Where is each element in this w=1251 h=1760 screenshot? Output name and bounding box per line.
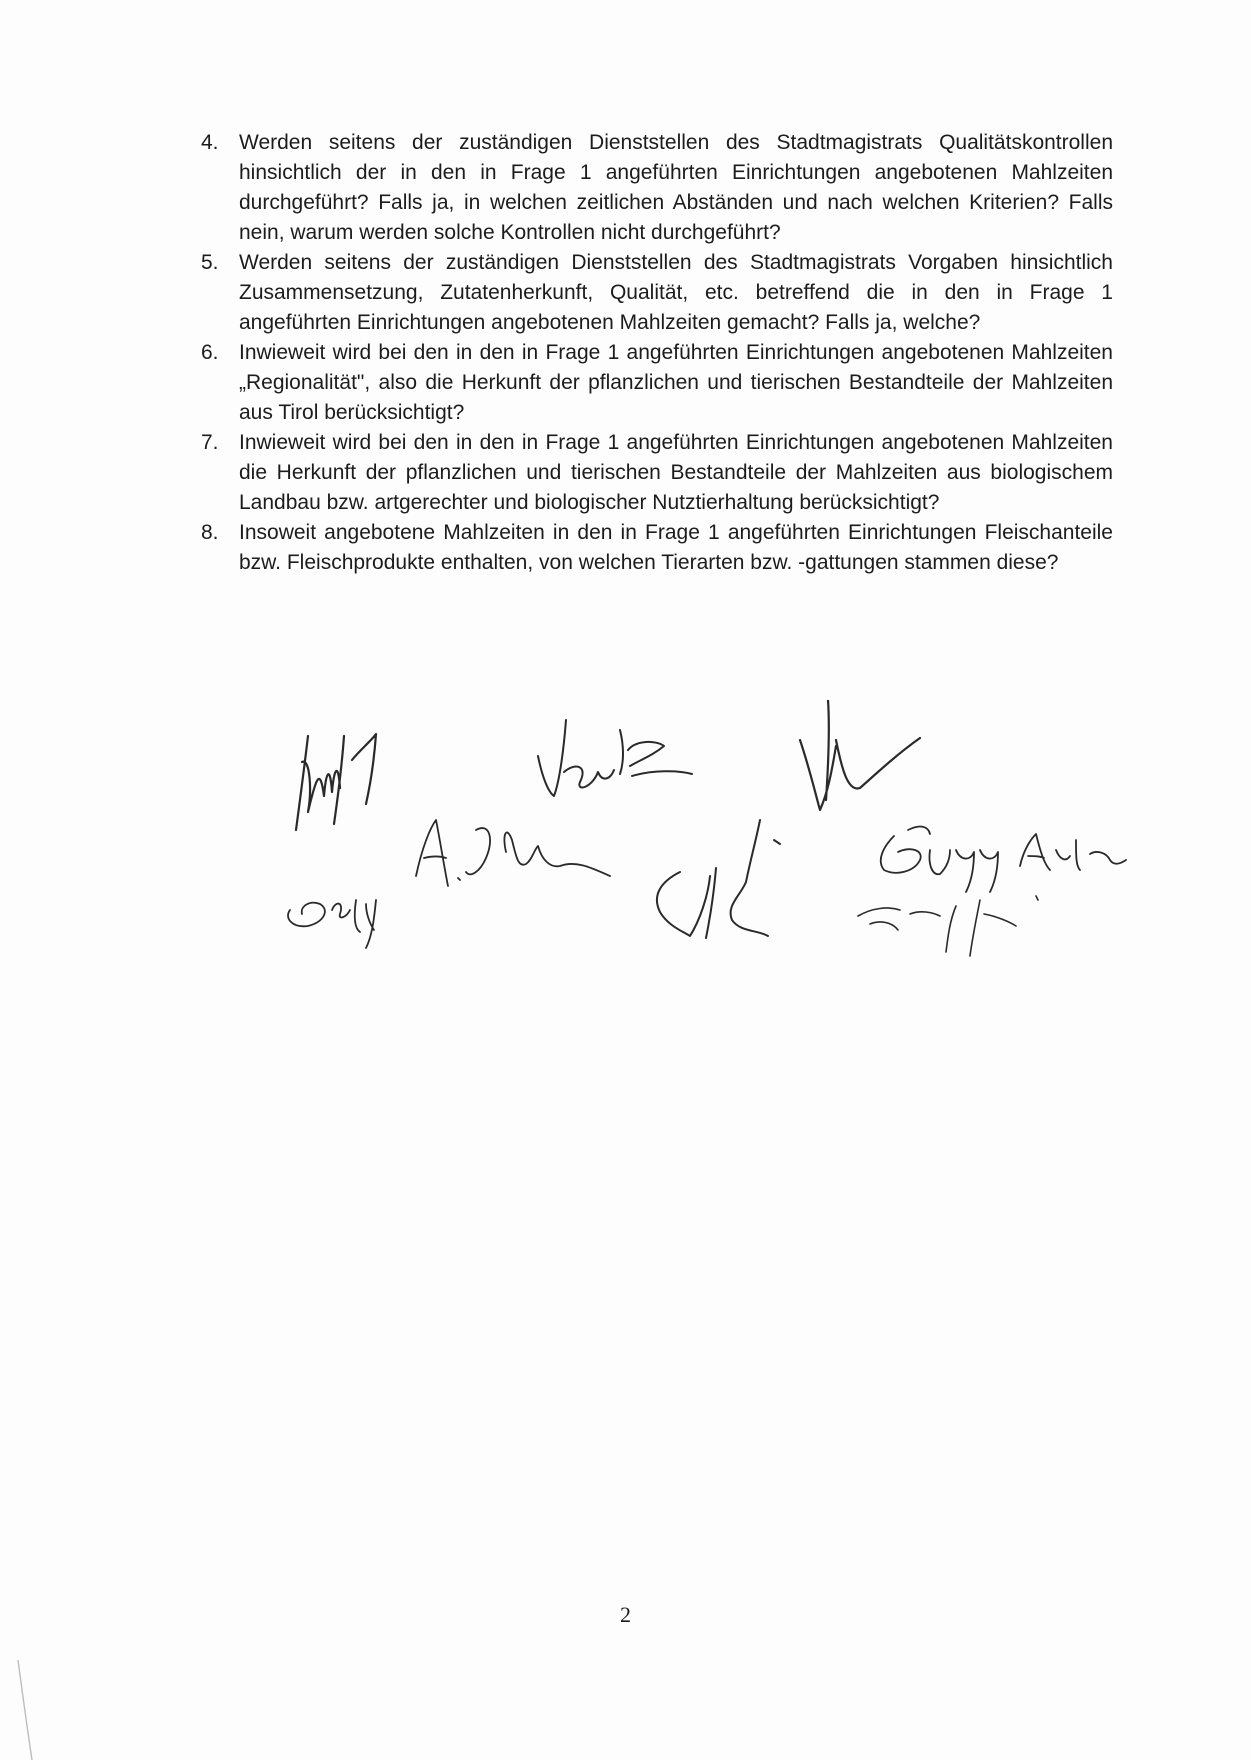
question-item-8 <box>201 518 1113 578</box>
question-text: Inwieweit wird bei den in den in Frage 1 angeführten Einrichtungen angebotenen Mahlzeiten „Regionalität", also die Herkunft der pflanzlichen und tierischen Bestandteile der Mahlzeiten aus Tirol berücksichtigt? <box>239 341 1113 424</box>
question-item-5 <box>201 248 1113 338</box>
question-text: Insoweit angebotene Mahlzeiten in den in Frage 1 angeführten Einrichtungen Fleischanteile bzw. Fleischprodukte enthalten, von welchen Tierarten bzw. -gattungen stammen diese? <box>239 521 1113 574</box>
question-number: 5. <box>201 251 219 274</box>
signature-1 <box>296 734 376 830</box>
signature-2 <box>538 720 692 796</box>
page-number: 2 <box>620 1602 631 1627</box>
question-item-6 <box>201 338 1113 428</box>
signature-4 <box>416 820 610 886</box>
margin-scan-mark <box>14 1660 44 1760</box>
question-number: 4. <box>201 131 219 154</box>
signature-area <box>280 700 1210 1060</box>
signature-3 <box>800 700 920 810</box>
question-number: 6. <box>201 341 219 364</box>
question-item-7 <box>201 428 1113 518</box>
question-text: Werden seitens der zuständigen Dienststellen des Stadtmagistrats Qualitätskontrollen hinsichtlich der in den in Frage 1 angeführten Einrichtungen angebotenen Mahlzeiten durchgeführt? Falls ja, in welchen zeitlichen Abständen und nach welchen Kriterien? Falls nein, warum werden solche Kontrollen nicht durchgeführt? <box>239 131 1113 244</box>
question-text: Inwieweit wird bei den in den in Frage 1 angeführten Einrichtungen angebotenen Mahlzeiten die Herkunft der pflanzlichen und tierischen Bestandteile der Mahlzeiten aus biologischem Landbau bzw. artgerechter und biologischer Nutztierhaltung berücksichtigt? <box>239 431 1113 514</box>
signature-6 <box>657 820 780 938</box>
question-text: Werden seitens der zuständigen Dienststellen des Stadtmagistrats Vorgaben hinsichtlich Zusammensetzung, Zutatenherkunft, Qualität, etc. betreffend die in den in Frage 1 angeführten Einrichtungen angebotenen Mahlzeiten gemacht? Falls ja, welche? <box>239 251 1113 334</box>
question-number: 7. <box>201 431 219 454</box>
signature-5 <box>288 900 376 948</box>
question-list <box>201 128 1113 578</box>
signature-7 <box>858 827 1126 956</box>
question-number: 8. <box>201 521 219 544</box>
question-item-4 <box>201 128 1113 248</box>
handwritten-signatures <box>280 700 1210 1060</box>
